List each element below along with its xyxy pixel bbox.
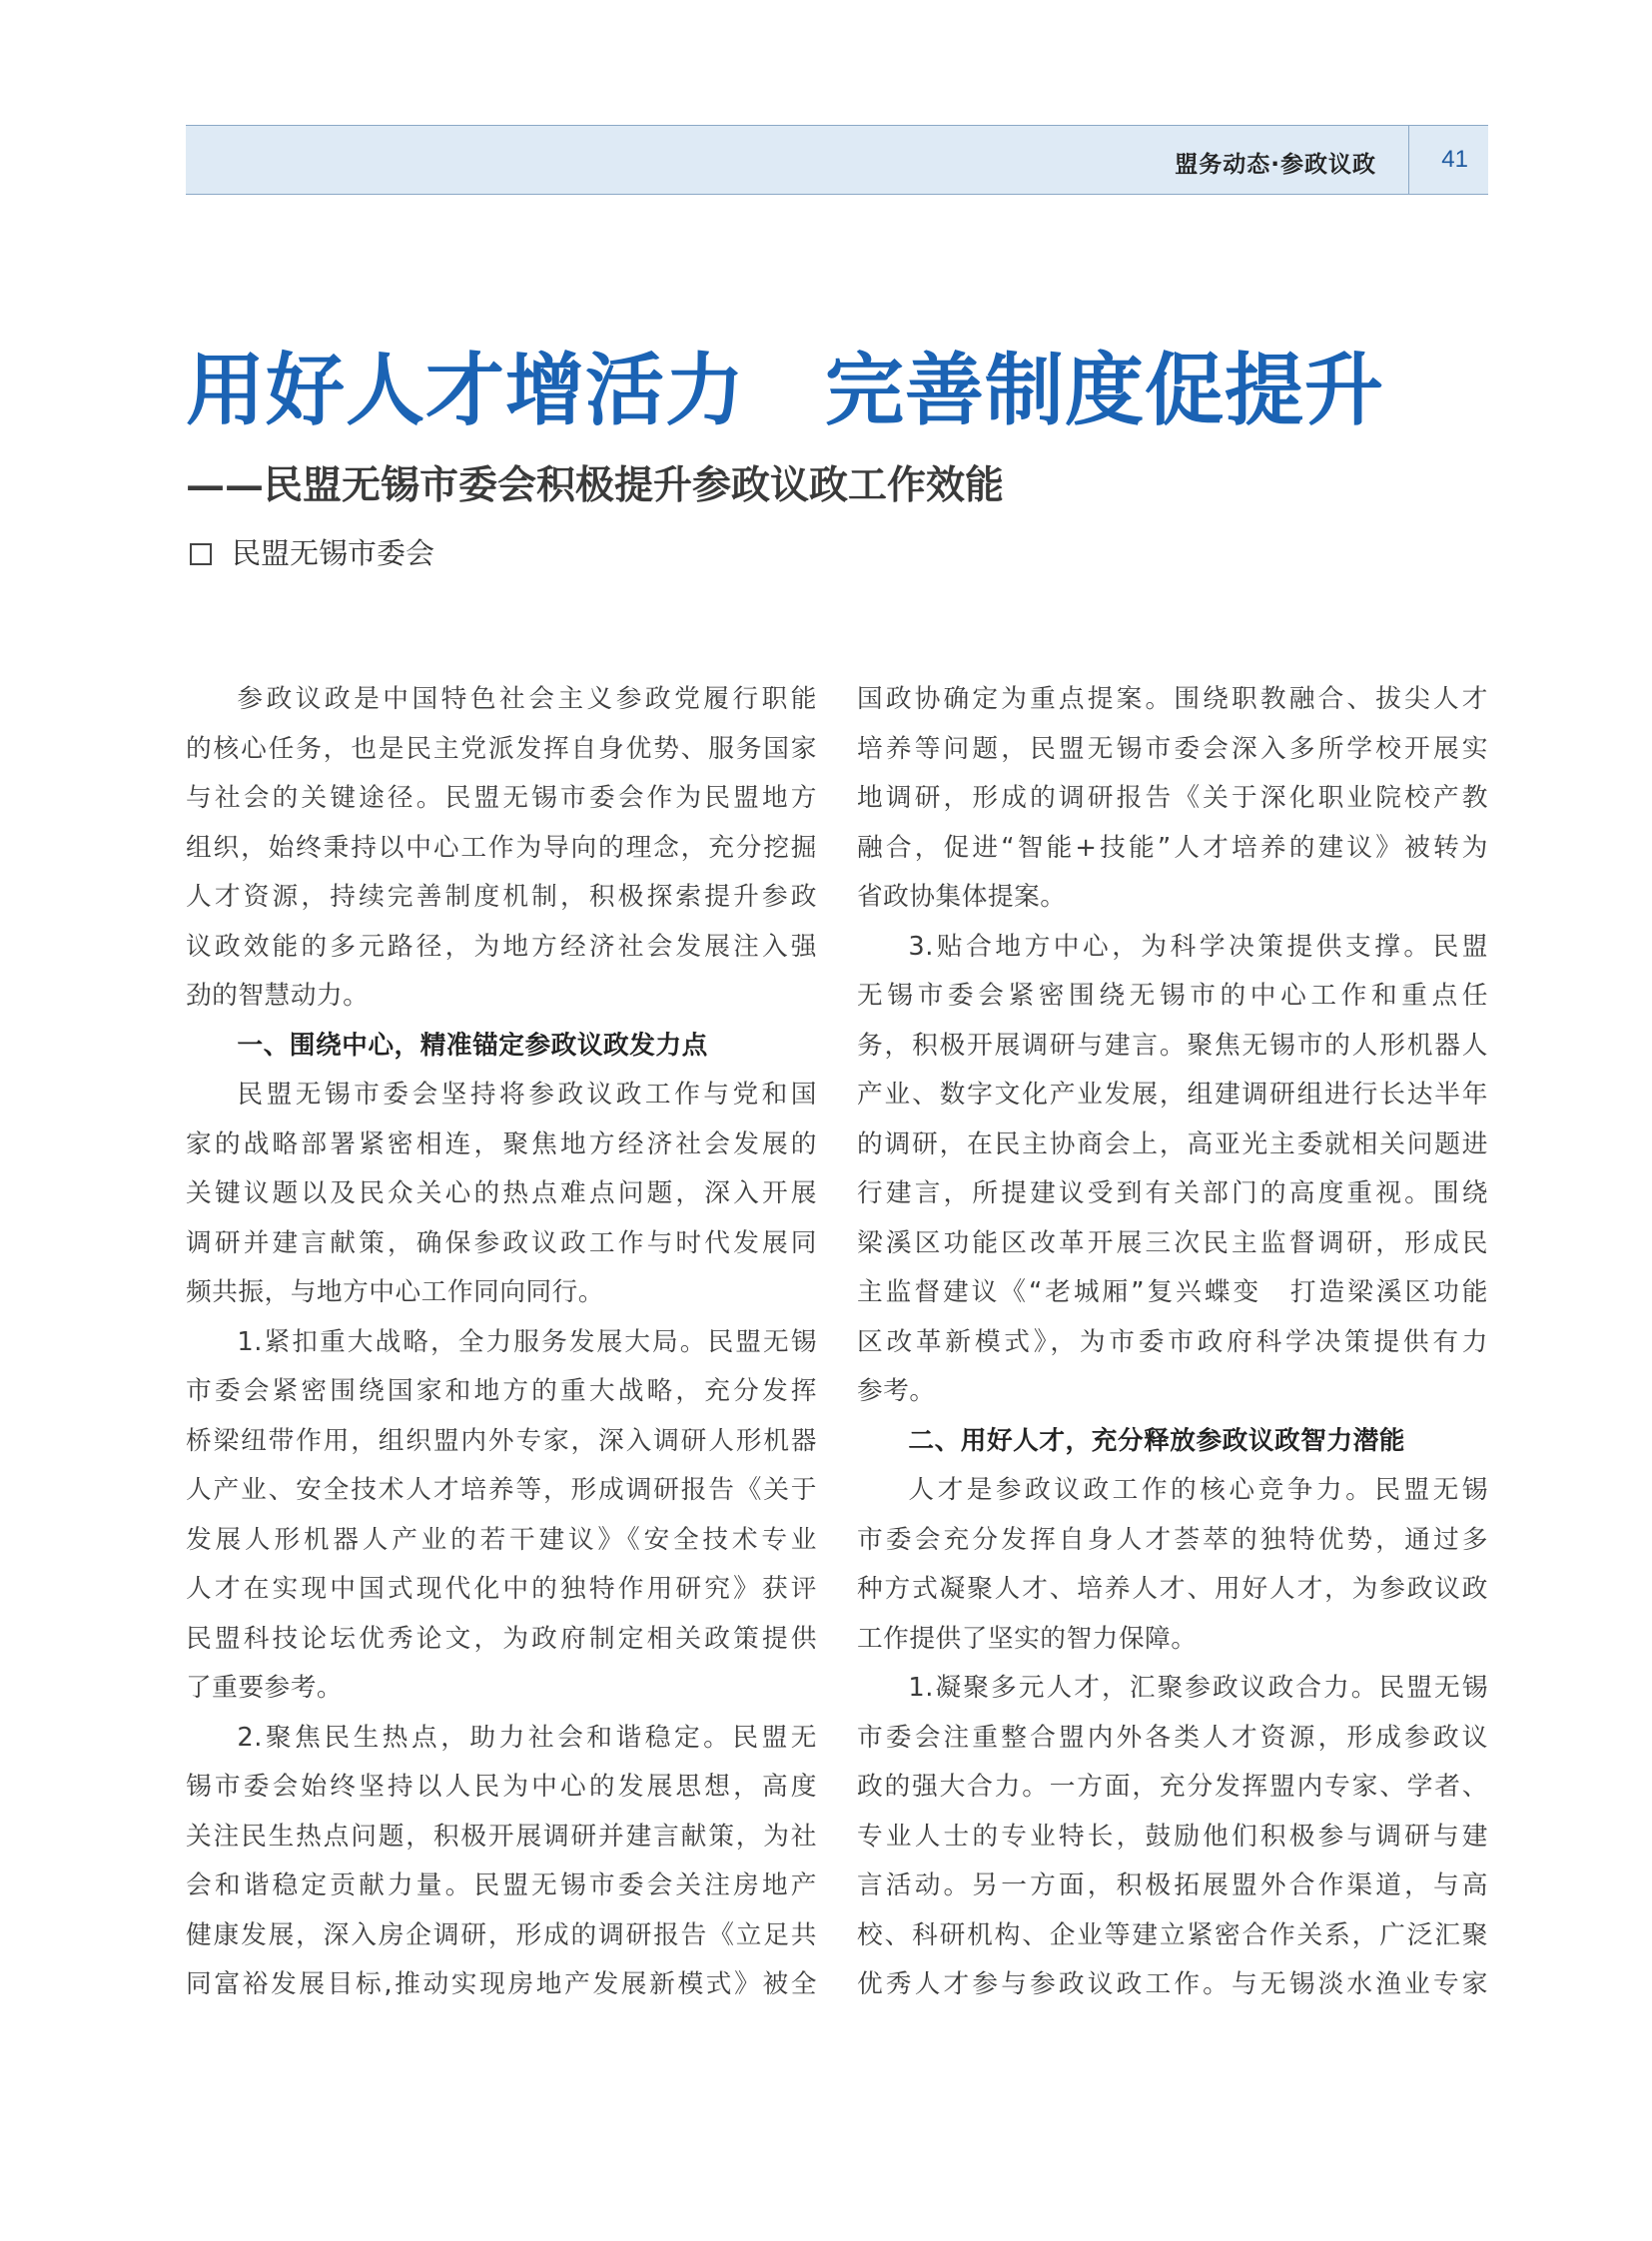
body-line: 参考。 xyxy=(857,1376,936,1406)
body-line: 民盟无锡市委会坚持将参政议政工作与党和国 xyxy=(237,1080,817,1110)
body-line: 的调研，在民主协商会上，高亚光主委就相关问题进 xyxy=(857,1128,1488,1159)
byline xyxy=(190,536,435,570)
body-line: 主监督建议《“老城厢”复兴蝶变 打造梁溪区功能 xyxy=(857,1277,1488,1307)
body-line: 参政议政是中国特色社会主义参政党履行职能 xyxy=(237,684,817,714)
body-line: 的核心任务，也是民主党派发挥自身优势、服务国家 xyxy=(186,733,817,764)
body-line: 地调研，形成的调研报告《关于深化职业院校产教 xyxy=(857,783,1488,813)
left-column xyxy=(186,675,817,2010)
body-line: 锡市委会始终坚持以人民为中心的发展思想，高度 xyxy=(186,1772,817,1802)
body-line: 国政协确定为重点提案。围绕职教融合、拔尖人才 xyxy=(857,684,1488,714)
body-line: 优秀人才参与参政议政工作。与无锡淡水渔业专家 xyxy=(857,1969,1488,1999)
body-line: 市委会紧密围绕国家和地方的重大战略，充分发挥 xyxy=(186,1376,817,1406)
body-line: 2.聚焦民生热点，助力社会和谐稳定。民盟无 xyxy=(237,1722,817,1753)
body-line: 言活动。另一方面，积极拓展盟外合作渠道，与高 xyxy=(857,1870,1488,1900)
body-line: 民盟科技论坛优秀论文，为政府制定相关政策提供 xyxy=(186,1623,817,1654)
body-line: 行建言，所提建议受到有关部门的高度重视。围绕 xyxy=(857,1178,1488,1208)
body-line: 人才在实现中国式现代化中的独特作用研究》获评 xyxy=(186,1574,817,1604)
author-name: 民盟无锡市委会 xyxy=(232,536,435,570)
body-line: 融合，促进“智能+技能”人才培养的建议》被转为 xyxy=(857,832,1488,863)
body-line: 3.贴合地方中心，为科学决策提供支撑。民盟 xyxy=(908,931,1488,962)
header-divider xyxy=(1408,126,1410,194)
body-line: 校、科研机构、企业等建立紧密合作关系，广泛汇聚 xyxy=(857,1919,1488,1950)
body-line: 与社会的关键途径。民盟无锡市委会作为民盟地方 xyxy=(186,783,817,813)
body-line: 人产业、安全技术人才培养等，形成调研报告《关于 xyxy=(186,1475,817,1505)
page-number: 41 xyxy=(1441,146,1468,173)
article-subtitle: ——民盟无锡市委会积极提升参政议政工作效能 xyxy=(186,462,1005,508)
body-line: 培养等问题，民盟无锡市委会深入多所学校开展实 xyxy=(857,733,1488,764)
body-line: 梁溪区功能区改革开展三次民主监督调研，形成民 xyxy=(857,1227,1488,1258)
body-line: 劲的智慧动力。 xyxy=(186,981,370,1011)
section-heading-1: 一、围绕中心，精准锚定参政议政发力点 xyxy=(237,1030,708,1061)
byline-box-icon xyxy=(190,543,212,565)
body-line: 无锡市委会紧密围绕无锡市的中心工作和重点任 xyxy=(857,981,1488,1011)
body-line: 1.紧扣重大战略，全力服务发展大局。民盟无锡 xyxy=(237,1326,817,1357)
body-line: 关键议题以及民众关心的热点难点问题，深入开展 xyxy=(186,1178,817,1208)
body-line: 专业人士的专业特长，鼓励他们积极参与调研与建 xyxy=(857,1821,1488,1852)
section-label: 盟务动态·参政议政 xyxy=(1175,152,1376,178)
body-line: 工作提供了坚实的智力保障。 xyxy=(857,1623,1198,1654)
body-line: 市委会充分发挥自身人才荟萃的独特优势，通过多 xyxy=(857,1524,1488,1555)
body-line: 同富裕发展目标,推动实现房地产发展新模式》被全 xyxy=(186,1969,817,1999)
body-line: 人才是参政议政工作的核心竞争力。民盟无锡 xyxy=(908,1475,1488,1505)
body-line: 桥梁纽带作用，组织盟内外专家，深入调研人形机器 xyxy=(186,1425,817,1456)
body-line: 频共振，与地方中心工作同向同行。 xyxy=(186,1277,604,1307)
body-line: 健康发展，深入房企调研，形成的调研报告《立足共 xyxy=(186,1919,817,1950)
body-line: 人才资源，持续完善制度机制，积极探索提升参政 xyxy=(186,882,817,912)
section-heading-2: 二、用好人才，充分释放参政议政智力潜能 xyxy=(908,1425,1405,1456)
body-line: 产业、数字文化产业发展，组建调研组进行长达半年 xyxy=(857,1080,1488,1110)
body-line: 区改革新模式》，为市委市政府科学决策提供有力 xyxy=(857,1326,1488,1357)
right-column xyxy=(857,675,1488,2010)
body-line: 发展人形机器人产业的若干建议》《安全技术专业 xyxy=(186,1524,817,1555)
body-line: 调研并建言献策，确保参政议政工作与时代发展同 xyxy=(186,1227,817,1258)
body-line: 政的强大合力。一方面，充分发挥盟内专家、学者、 xyxy=(857,1772,1488,1802)
body-line: 1.凝聚多元人才，汇聚参政议政合力。民盟无锡 xyxy=(908,1673,1488,1703)
body-line: 家的战略部署紧密相连，聚焦地方经济社会发展的 xyxy=(186,1128,817,1159)
body-line: 种方式凝聚人才、培养人才、用好人才，为参政议政 xyxy=(857,1574,1488,1604)
article-title: 用好人才增活力 完善制度促提升 xyxy=(186,345,1384,436)
body-line: 组织，始终秉持以中心工作为导向的理念，充分挖掘 xyxy=(186,832,817,863)
running-header xyxy=(186,125,1488,195)
body-line: 市委会注重整合盟内外各类人才资源，形成参政议 xyxy=(857,1722,1488,1753)
body-line: 议政效能的多元路径，为地方经济社会发展注入强 xyxy=(186,931,817,962)
body-line: 务，积极开展调研与建言。聚焦无锡市的人形机器人 xyxy=(857,1030,1488,1061)
body-line: 省政协集体提案。 xyxy=(857,882,1067,912)
body-line: 了重要参考。 xyxy=(186,1673,344,1703)
body-line: 关注民生热点问题，积极开展调研并建言献策，为社 xyxy=(186,1821,817,1852)
body-line: 会和谐稳定贡献力量。民盟无锡市委会关注房地产 xyxy=(186,1870,817,1900)
